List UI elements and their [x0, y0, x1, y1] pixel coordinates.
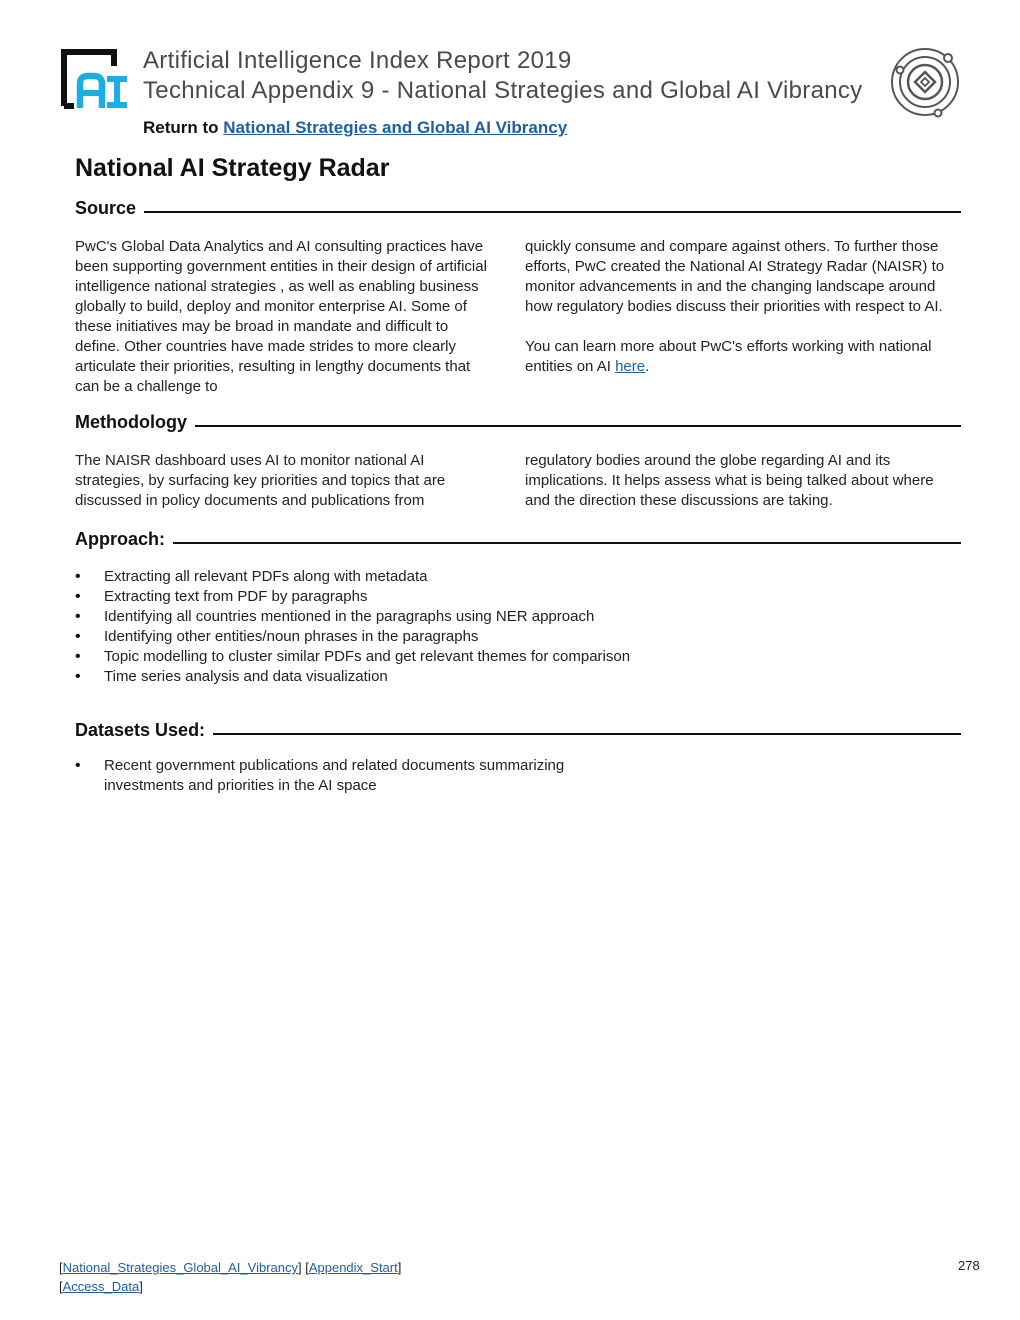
list-item: • Time series analysis and data visualization	[75, 667, 635, 687]
methodology-column-1	[75, 451, 495, 511]
approach-list	[75, 567, 635, 687]
source-heading-label: Source	[75, 198, 137, 218]
footer-nav: [National_Strategies_Global_AI_Vibrancy] [Appendix_Start] [Access_Data]	[59, 1260, 402, 1294]
list-item: • Identifying other entities/noun phrases in the paragraphs	[75, 627, 635, 647]
methodology-heading-label: Methodology	[75, 412, 187, 432]
datasets-list	[75, 756, 615, 796]
report-title-line1: Artificial Intelligence Index Report 2019	[143, 47, 572, 74]
ai-logo-icon	[58, 46, 130, 110]
source-paragraph-3-text: You can learn more about PwC's efforts working with national entities on AI	[525, 338, 932, 375]
list-item: • Topic modelling to cluster similar PDFs and get relevant themes for comparison	[75, 647, 635, 667]
report-title-line2: Technical Appendix 9 - National Strategies and Global AI Vibrancy	[143, 77, 863, 104]
section-divider	[144, 211, 961, 213]
page-number: 278	[958, 1258, 980, 1273]
datasets-heading-label: Datasets Used:	[75, 720, 206, 740]
methodology-section-heading	[75, 412, 961, 433]
return-link[interactable]: National Strategies and Global AI Vibrancy	[223, 118, 568, 137]
source-paragraph-2: quickly consume and compare against others. To further those efforts, PwC created the National AI Strategy Radar (NAISR) to monitor advancements in and the changing landscape around how regulatory bodies discuss their priorities with respect to AI.	[525, 238, 945, 315]
methodology-paragraph-1: The NAISR dashboard uses AI to monitor national AI strategies, by surfacing key priorities and topics that are discussed in policy documents and publications from	[75, 452, 446, 509]
source-section-heading	[75, 198, 961, 219]
return-prefix: Return to	[143, 118, 219, 137]
footer-link-access-data[interactable]: Access_Data	[62, 1279, 140, 1294]
list-item: • Extracting all relevant PDFs along with metadata	[75, 567, 635, 587]
list-item: • Extracting text from PDF by paragraphs	[75, 587, 635, 607]
footer-link-strategies[interactable]: National_Strategies_Global_AI_Vibrancy	[62, 1260, 298, 1275]
source-column-1	[75, 237, 495, 397]
footer-link-appendix-start[interactable]: Appendix_Start	[308, 1260, 398, 1275]
section-divider	[213, 733, 961, 735]
approach-heading-label: Approach:	[75, 529, 165, 549]
section-divider	[173, 542, 961, 544]
methodology-paragraph-2: regulatory bodies around the globe regarding AI and its implications. It helps assess what is being talked about where and the direction these discussions are taking.	[525, 452, 934, 509]
source-paragraph-3	[525, 337, 945, 377]
source-paragraph-1: PwC's Global Data Analytics and AI consulting practices have been supporting government entities in their design of artificial intelligence national strategies , as well as enabling business globally to build, deploy and monitor enterprise AI. Some of these initiatives may be broad in mandate and difficult to define. Other countries have made strides to more clearly articulate their priorities, resulting in lengthy documents that can be a challenge to	[75, 238, 487, 395]
source-column-2	[525, 237, 945, 377]
approach-section-heading	[75, 529, 961, 550]
pwc-here-link[interactable]: here	[615, 358, 646, 375]
section-divider	[195, 425, 961, 427]
datasets-section-heading	[75, 720, 961, 741]
report-title	[143, 46, 862, 106]
source-paragraph-3-end: .	[645, 358, 650, 375]
list-item: • Recent government publications and related documents summarizing investments and priorities in the AI space	[75, 756, 615, 796]
methodology-column-2	[525, 451, 945, 511]
page-title: National AI Strategy Radar	[75, 154, 390, 182]
list-item: • Identifying all countries mentioned in the paragraphs using NER approach	[75, 607, 635, 627]
return-nav	[143, 118, 567, 138]
ai-index-logo	[58, 46, 130, 110]
orbit-emblem-icon	[888, 45, 962, 119]
